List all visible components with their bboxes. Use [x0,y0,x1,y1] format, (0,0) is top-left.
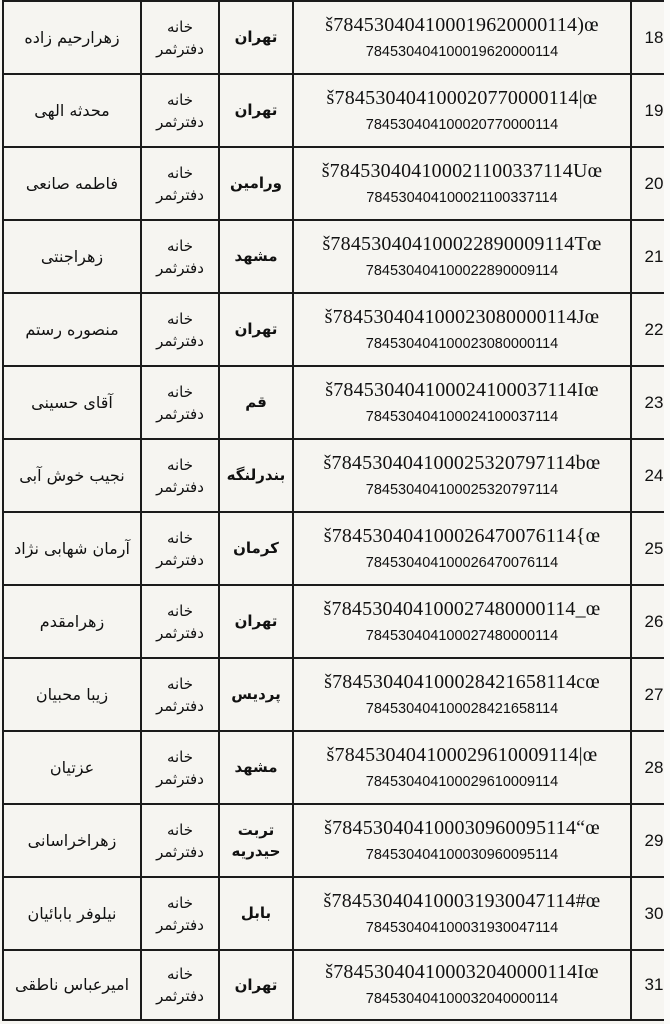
table-row [3,877,670,950]
office-type: خانه دفترثمر [156,747,204,788]
recipient-name-cell [3,366,141,439]
code-cell [293,585,631,658]
row-number: 19 [644,100,664,120]
code-cell [293,512,631,585]
office-type: خانه دفترثمر [156,382,204,423]
row-number: 20 [644,173,664,193]
office-type: خانه دفترثمر [156,965,204,1005]
recipient-name: آقای حسینی [31,392,113,412]
row-number: 25 [644,538,664,558]
serial-number: 784530404100021100337114 [366,189,558,206]
city-name: پردیس [231,685,281,703]
recipient-name: زهرارحیم زاده [24,27,120,47]
code-cell [293,877,631,950]
city-name: تهران [234,320,278,338]
office-type: خانه دفترثمر [156,455,204,496]
city-cell [219,877,293,950]
row-number: 31 [644,975,664,994]
recipient-name-cell [3,220,141,293]
row-number: 18 [644,27,664,47]
office-type-cell [141,585,219,658]
city-name: تهران [234,975,278,994]
office-type-cell [141,1,219,74]
serial-number: 784530404100024100037114 [365,408,559,425]
recipient-name: زهراجنتی [40,246,104,266]
code-cell [293,439,631,512]
barcode-string: š784530404100025320797114bœ [323,451,601,474]
records-table [2,0,670,1021]
serial-number: 784530404100031930047114 [365,919,559,936]
office-type-cell [141,512,219,585]
barcode-string: š784530404100030960095114“œ [324,816,600,839]
city-name: تهران [234,28,278,46]
row-number: 26 [644,611,664,631]
city-cell [219,74,293,147]
recipient-name: امیرعباس ناطقی [14,975,130,994]
code-cell [293,220,631,293]
serial-number: 784530404100023080000114 [365,335,559,352]
row-number: 24 [644,465,664,485]
recipient-name: زهرامقدم [39,611,105,631]
city-name: کرمان [233,539,279,557]
recipient-name-cell [3,147,141,220]
code-cell [293,950,631,1020]
code-cell [293,74,631,147]
city-cell [219,658,293,731]
barcode-string: š784530404100024100037114Iœ [325,378,599,401]
city-cell [219,512,293,585]
code-cell [293,293,631,366]
recipient-name: عزتیان [49,757,95,777]
barcode-string: š784530404100029610009114|œ [326,743,598,766]
serial-number: 784530404100022890009114 [365,262,559,279]
city-cell [219,950,293,1020]
city-name: مشهد [234,758,278,776]
table-row [3,1,670,74]
city-cell [219,439,293,512]
city-cell [219,1,293,74]
recipient-name: نجیب خوش آبی [19,465,125,485]
office-type-cell [141,74,219,147]
city-cell [219,804,293,877]
office-type: خانه دفترثمر [156,236,204,277]
office-type-cell [141,731,219,804]
serial-number: 784530404100029610009114 [365,773,559,790]
recipient-name-cell [3,1,141,74]
table-row [3,147,670,220]
records-table-body [3,1,670,1020]
table-row [3,950,670,1020]
barcode-string: š784530404100023080000114Jœ [324,305,600,328]
recipient-name: زهراخراسانی [27,830,117,850]
office-type-cell [141,439,219,512]
serial-number: 784530404100028421658114 [365,700,559,717]
serial-number: 784530404100027480000114 [365,627,559,644]
table-row [3,804,670,877]
recipient-name-cell [3,74,141,147]
row-number: 22 [644,319,664,339]
recipient-name-cell [3,293,141,366]
row-number: 28 [644,757,664,777]
recipient-name-cell [3,804,141,877]
code-cell [293,804,631,877]
recipient-name-cell [3,877,141,950]
table-row [3,366,670,439]
recipient-name-cell [3,658,141,731]
office-type: خانه دفترثمر [156,893,204,934]
city-name: ورامین [229,174,282,192]
barcode-string: š784530404100021100337114Uœ [321,159,603,182]
table-row [3,658,670,731]
office-type-cell [141,804,219,877]
city-name: تهران [234,612,278,630]
office-type: خانه دفترثمر [156,90,204,131]
code-cell [293,658,631,731]
code-cell [293,731,631,804]
recipient-name: منصوره رستم [25,319,119,339]
row-number: 30 [644,903,664,923]
row-number: 27 [644,684,664,704]
table-row [3,220,670,293]
city-name: تهران [234,101,278,119]
barcode-string: š784530404100020770000114|œ [326,86,598,109]
office-type: خانه دفترثمر [156,163,204,204]
office-type: خانه دفترثمر [156,309,204,350]
table-row [3,731,670,804]
serial-number: 784530404100020770000114 [365,116,559,133]
recipient-name-cell [3,512,141,585]
office-type-cell [141,877,219,950]
table-row [3,512,670,585]
office-type-cell [141,366,219,439]
barcode-string: š784530404100028421658114cœ [324,670,600,693]
recipient-name: فاطمه صانعی [25,173,119,193]
barcode-string: š784530404100027480000114_œ [323,597,601,620]
recipient-name: نیلوفر بابائیان [27,903,117,923]
barcode-string: š784530404100031930047114#œ [323,889,601,912]
table-row [3,439,670,512]
city-name: تربت حیدریه [231,820,281,860]
barcode-string: š784530404100032040000114Iœ [325,961,599,983]
code-cell [293,147,631,220]
recipient-name-cell [3,731,141,804]
recipient-name-cell [3,950,141,1020]
office-type: خانه دفترثمر [156,820,204,861]
office-type: خانه دفترثمر [156,601,204,642]
recipient-name: زیبا محبیان [35,684,109,704]
barcode-string: š784530404100026470076114{œ [323,524,601,547]
table-row [3,585,670,658]
city-cell [219,220,293,293]
recipient-name-cell [3,585,141,658]
office-type-cell [141,658,219,731]
city-name: مشهد [234,247,278,265]
recipient-name: محدثه الهی [34,100,110,120]
row-number: 21 [644,246,664,266]
serial-number: 784530404100030960095114 [365,846,559,863]
city-cell [219,731,293,804]
serial-number: 784530404100019620000114 [365,43,559,60]
office-type-cell [141,950,219,1020]
barcode-string: š784530404100019620000114)œ [325,13,599,36]
city-cell [219,366,293,439]
office-type-cell [141,220,219,293]
code-cell [293,366,631,439]
page-edge [664,0,670,1024]
row-number: 23 [644,392,664,412]
city-cell [219,147,293,220]
office-type: خانه دفترثمر [156,17,204,58]
barcode-string: š784530404100022890009114Tœ [322,232,602,255]
serial-number: 784530404100032040000114 [365,991,559,1007]
table-row [3,74,670,147]
city-cell [219,293,293,366]
serial-number: 784530404100026470076114 [365,554,559,571]
office-type: خانه دفترثمر [156,528,204,569]
office-type-cell [141,147,219,220]
office-type: خانه دفترثمر [156,674,204,715]
office-type-cell [141,293,219,366]
table-row [3,293,670,366]
city-cell [219,585,293,658]
recipient-name-cell [3,439,141,512]
recipient-name: آرمان شهابی نژاد [14,538,130,558]
city-name: بندرلنگه [226,466,286,484]
code-cell [293,1,631,74]
city-name: بابل [240,904,272,922]
row-number: 29 [644,830,664,850]
serial-number: 784530404100025320797114 [365,481,559,498]
city-name: قم [245,393,267,411]
